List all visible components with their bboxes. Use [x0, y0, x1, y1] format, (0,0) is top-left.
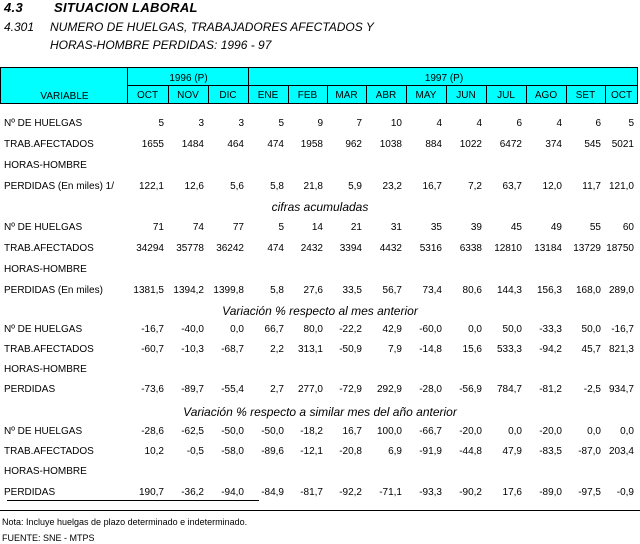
cell-value: 7,9 — [388, 344, 402, 355]
table-row — [0, 466, 640, 480]
year-1997-header: 1997 (P) — [424, 73, 464, 84]
row-label: PERDIDAS — [4, 384, 56, 395]
cell-value: -90,2 — [459, 487, 482, 498]
cell-value: 5,9 — [348, 181, 362, 192]
cell-value: 16,7 — [422, 181, 442, 192]
cell-value: 4 — [556, 118, 562, 129]
month-header: SET — [575, 90, 596, 101]
cell-value: 0,0 — [508, 426, 522, 437]
cell-value: -92,2 — [339, 487, 362, 498]
cell-value: 50,0 — [581, 324, 601, 335]
month-header: OCT — [610, 90, 633, 101]
section-title — [4, 0, 198, 15]
cell-value: 6 — [595, 118, 601, 129]
cell-value: -2,5 — [583, 384, 601, 395]
cell-value: 80,0 — [303, 324, 323, 335]
cell-value: 464 — [227, 139, 244, 150]
cell-value: 6472 — [499, 139, 522, 150]
cell-value: 36242 — [216, 243, 244, 254]
month-header: ABR — [375, 90, 397, 101]
table-row — [0, 285, 640, 299]
table-title-line2: HORAS-HOMBRE PERDIDAS: 1996 - 97 — [50, 38, 272, 52]
cell-value: 0,0 — [230, 324, 244, 335]
cell-value: 9 — [317, 118, 323, 129]
cell-value: -20,0 — [539, 426, 562, 437]
cell-value: 7 — [356, 118, 362, 129]
cell-value: 10,2 — [144, 446, 164, 457]
month-header: FEB — [297, 90, 318, 101]
month-header: DIC — [219, 90, 237, 101]
cell-value: 23,2 — [382, 181, 402, 192]
cell-value: 122,1 — [138, 181, 164, 192]
cell-value: 56,7 — [382, 285, 402, 296]
cell-value: -81,2 — [539, 384, 562, 395]
cell-value: 821,3 — [608, 344, 634, 355]
cell-value: 3 — [198, 118, 204, 129]
cell-value: 5316 — [419, 243, 442, 254]
cell-value: -56,9 — [459, 384, 482, 395]
cell-value: 45,7 — [581, 344, 601, 355]
cell-value: 21 — [350, 222, 362, 233]
cell-value: 474 — [267, 139, 284, 150]
cell-value: 80,6 — [462, 285, 482, 296]
cell-value: 1394,2 — [173, 285, 204, 296]
cell-value: -55,4 — [221, 384, 244, 395]
cell-value: 31 — [390, 222, 402, 233]
cell-value: -12,1 — [300, 446, 323, 457]
cell-value: -89,7 — [181, 384, 204, 395]
cell-value: 962 — [345, 139, 362, 150]
cell-value: -66,7 — [419, 426, 442, 437]
cell-value: 5 — [158, 118, 164, 129]
month-header: JUN — [456, 90, 476, 101]
row-label: HORAS-HOMBRE — [4, 364, 87, 375]
cell-value: 4432 — [379, 243, 402, 254]
year-1996-header: 1996 (P) — [169, 73, 208, 84]
table-row — [0, 181, 640, 195]
cell-value: 1399,8 — [213, 285, 244, 296]
cell-value: 55 — [589, 222, 601, 233]
row-label: HORAS-HOMBRE — [4, 160, 87, 171]
table-bottom-rule — [0, 510, 640, 511]
cell-value: -71,1 — [379, 487, 402, 498]
cell-value: 3 — [238, 118, 244, 129]
table-row — [0, 487, 640, 501]
cell-value: 42,9 — [382, 324, 402, 335]
cell-value: -28,6 — [141, 426, 164, 437]
row-label: PERDIDAS (En miles) — [4, 285, 103, 296]
cell-value: -87,0 — [578, 446, 601, 457]
row-label: Nº DE HUELGAS — [4, 222, 83, 233]
cell-value: 18750 — [606, 243, 634, 254]
cell-value: -33,3 — [539, 324, 562, 335]
cell-value: -58,0 — [221, 446, 244, 457]
cell-value: 100,0 — [376, 426, 402, 437]
cell-value: 73,4 — [422, 285, 442, 296]
row-label: Nº DE HUELGAS — [4, 426, 83, 437]
table-row — [0, 118, 640, 132]
cell-value: 203,4 — [608, 446, 634, 457]
month-header: JUL — [497, 90, 515, 101]
table-row — [0, 160, 640, 174]
month-header: MAY — [415, 90, 437, 101]
table-row — [0, 222, 640, 236]
underline-rule — [7, 500, 259, 501]
cell-value: 60 — [622, 222, 634, 233]
cell-value: -0,5 — [186, 446, 204, 457]
cell-value: 292,9 — [376, 384, 402, 395]
cell-value: -60,0 — [419, 324, 442, 335]
cell-value: 168,0 — [575, 285, 601, 296]
cell-value: 49 — [550, 222, 562, 233]
cell-value: -44,8 — [459, 446, 482, 457]
table-row — [0, 324, 640, 338]
row-label: TRAB.AFECTADOS — [4, 139, 94, 150]
cell-value: 7,2 — [468, 181, 482, 192]
table-row — [0, 344, 640, 358]
variable-header: VARIABLE — [40, 91, 89, 102]
cell-value: -16,7 — [141, 324, 164, 335]
cell-value: 1484 — [181, 139, 204, 150]
cell-value: 17,6 — [502, 487, 522, 498]
cell-value: 63,7 — [502, 181, 522, 192]
cell-value: -28,0 — [419, 384, 442, 395]
cell-value: -89,6 — [261, 446, 284, 457]
cell-value: 2,2 — [270, 344, 284, 355]
row-label: TRAB.AFECTADOS — [4, 243, 94, 254]
cell-value: 21,8 — [303, 181, 323, 192]
cell-value: 13729 — [573, 243, 601, 254]
cell-value: 1381,5 — [133, 285, 164, 296]
table-title — [4, 20, 374, 34]
cell-value: 13184 — [534, 243, 562, 254]
cell-value: 3394 — [339, 243, 362, 254]
cell-value: 5 — [278, 118, 284, 129]
cell-value: 47,9 — [502, 446, 522, 457]
cell-value: 5021 — [611, 139, 634, 150]
cell-value: 71 — [152, 222, 164, 233]
cell-value: 374 — [545, 139, 562, 150]
cell-value: 884 — [425, 139, 442, 150]
cell-value: 74 — [192, 222, 204, 233]
table-row — [0, 364, 640, 378]
cell-value: 121,0 — [608, 181, 634, 192]
cell-value: 66,7 — [264, 324, 284, 335]
table-title-line1: NUMERO DE HUELGAS, TRABAJADORES AFECTADOS Y — [50, 20, 374, 34]
cell-value: -89,0 — [539, 487, 562, 498]
cell-value: -93,3 — [419, 487, 442, 498]
row-label: TRAB.AFECTADOS — [4, 344, 94, 355]
cell-value: -50,0 — [261, 426, 284, 437]
section-heading: Variación % respecto a similar mes del año anterior — [183, 405, 457, 419]
month-header: MAR — [335, 90, 358, 101]
cell-value: 1655 — [141, 139, 164, 150]
cell-value: 0,0 — [620, 426, 634, 437]
month-header: AGO — [534, 90, 558, 101]
cell-value: 35778 — [176, 243, 204, 254]
cell-value: -50,9 — [339, 344, 362, 355]
cell-value: 45 — [510, 222, 522, 233]
cell-value: -16,7 — [611, 324, 634, 335]
cell-value: 14 — [311, 222, 323, 233]
cell-value: 34294 — [136, 243, 164, 254]
cell-value: 77 — [232, 222, 244, 233]
cell-value: -50,0 — [221, 426, 244, 437]
cell-value: 156,3 — [536, 285, 562, 296]
cell-value: 35 — [430, 222, 442, 233]
cell-value: -81,7 — [300, 487, 323, 498]
cell-value: 12810 — [494, 243, 522, 254]
cell-value: 6,9 — [388, 446, 402, 457]
section-heading: cifras acumuladas — [271, 200, 369, 214]
cell-value: 190,7 — [138, 487, 164, 498]
cell-value: 0,0 — [587, 426, 601, 437]
cell-value: 144,3 — [496, 285, 522, 296]
cell-value: -40,0 — [181, 324, 204, 335]
cell-value: 533,3 — [496, 344, 522, 355]
cell-value: 15,6 — [462, 344, 482, 355]
cell-value: 289,0 — [608, 285, 634, 296]
cell-value: 5,8 — [270, 285, 284, 296]
row-label: TRAB.AFECTADOS — [4, 446, 94, 457]
cell-value: 11,7 — [582, 181, 601, 192]
cell-value: -10,3 — [181, 344, 204, 355]
header-divider — [128, 85, 638, 86]
cell-value: 474 — [267, 243, 284, 254]
cell-value: 545 — [584, 139, 601, 150]
cell-value: -83,5 — [539, 446, 562, 457]
table-row — [0, 446, 640, 460]
cell-value: -84,9 — [261, 487, 284, 498]
cell-value: 4 — [476, 118, 482, 129]
cell-value: -20,0 — [459, 426, 482, 437]
month-header: NOV — [177, 90, 199, 101]
table-row — [0, 384, 640, 398]
table-number: 4.301 — [4, 20, 35, 34]
cell-value: 5 — [628, 118, 634, 129]
cell-value: -91,9 — [419, 446, 442, 457]
footnote: Nota: Incluye huelgas de plazo determinado e indeterminado. — [2, 517, 248, 527]
row-label: Nº DE HUELGAS — [4, 324, 83, 335]
row-label: PERDIDAS — [4, 487, 56, 498]
table-row — [0, 139, 640, 153]
section-heading: Variación % respecto al mes anterior — [222, 304, 418, 318]
month-header: ENE — [257, 90, 279, 101]
cell-value: -22,2 — [339, 324, 362, 335]
table-row — [0, 426, 640, 440]
table-row — [0, 264, 640, 278]
cell-value: 10 — [390, 118, 402, 129]
cell-value: -18,2 — [300, 426, 323, 437]
cell-value: 784,7 — [496, 384, 522, 395]
cell-value: -14,8 — [419, 344, 442, 355]
cell-value: 16,7 — [342, 426, 362, 437]
month-header: OCT — [136, 90, 159, 101]
row-label: PERDIDAS (En miles) 1/ — [4, 181, 115, 192]
cell-value: 33,5 — [342, 285, 362, 296]
cell-value: -68,7 — [221, 344, 244, 355]
cell-value: 27,6 — [303, 285, 323, 296]
cell-value: 1022 — [459, 139, 482, 150]
cell-value: 1038 — [379, 139, 402, 150]
cell-value: 5,8 — [270, 181, 284, 192]
row-label: HORAS-HOMBRE — [4, 264, 87, 275]
cell-value: 39 — [470, 222, 482, 233]
row-label: Nº DE HUELGAS — [4, 118, 83, 129]
source-note: FUENTE: SNE - MTPS — [2, 533, 95, 543]
cell-value: 6338 — [459, 243, 482, 254]
cell-value: 12,0 — [542, 181, 562, 192]
cell-value: 277,0 — [297, 384, 323, 395]
cell-value: 2432 — [300, 243, 323, 254]
cell-value: 6 — [516, 118, 522, 129]
cell-value: -97,5 — [578, 487, 601, 498]
cell-value: 5 — [278, 222, 284, 233]
cell-value: 4 — [436, 118, 442, 129]
cell-value: -94,0 — [221, 487, 244, 498]
cell-value: 2,7 — [270, 384, 284, 395]
cell-value: 934,7 — [608, 384, 634, 395]
cell-value: -60,7 — [141, 344, 164, 355]
section-number: 4.3 — [4, 0, 23, 15]
cell-value: -36,2 — [181, 487, 204, 498]
cell-value: 313,1 — [297, 344, 323, 355]
row-label: HORAS-HOMBRE — [4, 466, 87, 477]
table-header — [0, 67, 638, 104]
cell-value: 12,6 — [184, 181, 204, 192]
cell-value: 50,0 — [502, 324, 522, 335]
cell-value: -20,8 — [339, 446, 362, 457]
section-title-text: SITUACION LABORAL — [54, 0, 198, 15]
table-row — [0, 243, 640, 257]
cell-value: -0,9 — [616, 487, 634, 498]
cell-value: -72,9 — [339, 384, 362, 395]
cell-value: -73,6 — [141, 384, 164, 395]
cell-value: 1958 — [300, 139, 323, 150]
cell-value: -62,5 — [181, 426, 204, 437]
cell-value: -94,2 — [539, 344, 562, 355]
cell-value: 5,6 — [230, 181, 244, 192]
cell-value: 0,0 — [468, 324, 482, 335]
